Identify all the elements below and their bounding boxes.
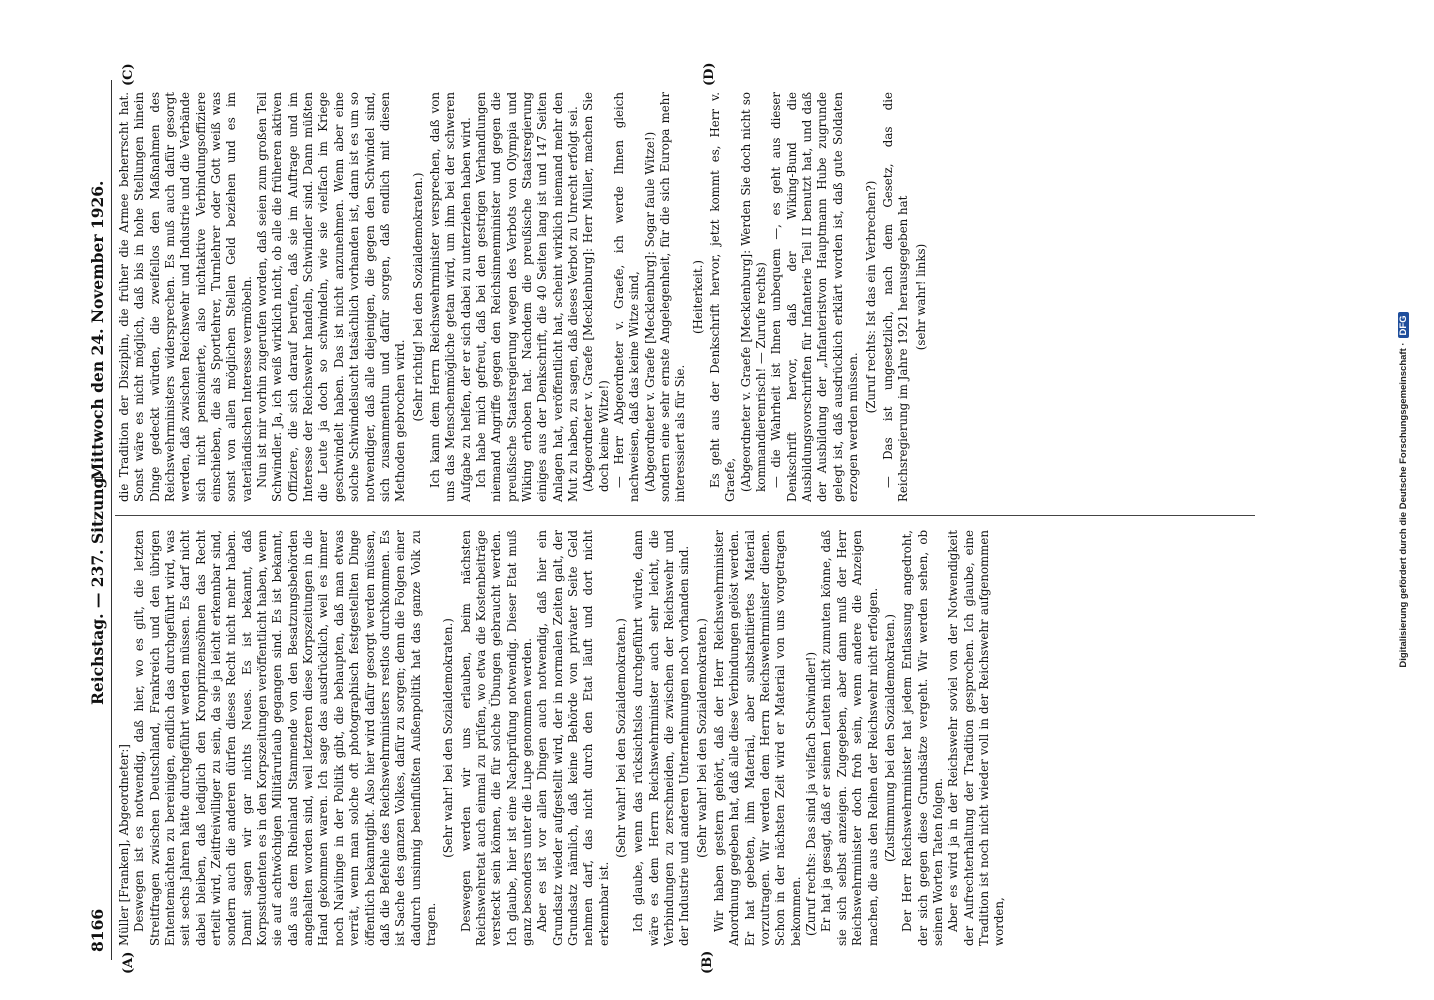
interjection: (Zuruf rechts: Das sind ja vielfach Schwindler!)	[804, 651, 819, 936]
session-date: Mittwoch den 24. November 1926.	[88, 180, 107, 480]
interjection: (Abgeordneter v. Graefe [Mecklenburg]: Sogar faule Witze!)	[642, 131, 657, 492]
paragraph: Deswegen werden wir uns erlauben, beim nächsten Reichswehretat auch einmal zu prüfen, wo etwa die Kostenbeiträge versteckt sein können, die für solche Übungen gebraucht werden. Ich glaube, hier ist eine Nachprüfung notwendig. Dieser Etat muß ganz besonders unter die Lupe genommen werden.	[458, 530, 534, 946]
paragraph: Aber es ist vor allen Dingen auch notwendig, daß hier ein Grundsatz wieder aufgestellt wird, der in normalen Zeiten galt, der Grundsatz nämlich, daß keine Behörde von privater Seite Geld nehmen darf, das nicht durch den Etat läuft und dort nicht erkennbar ist.	[535, 530, 611, 946]
paragraph: Es geht aus der Denkschrift hervor, jetzt kommt es, Herr v. Graefe,	[708, 92, 738, 502]
left-column	[117, 530, 1008, 946]
page-number: 8166	[88, 908, 107, 952]
right-column	[117, 92, 931, 502]
paragraph: die Tradition der Disziplin, die früher die Armee beherrscht hat. Sonst wäre es nicht möglich, daß bis in hohe Stellungen hinein Dinge gedeckt würden, die zweifellos den Maßnahmen des Reichswehrministers widersprechen. Es muß auch dafür gesorgt werden, daß zwischen Reichswehr und Industrie und die Verbände sich nicht pensionierte, also nichtaktive Verbindungsoffiziere einschieben, die als Sportlehrer, Turnlehrer oder Gott weiß was sonst von allen möglichen Stellen Geld beziehen und es im vaterländischen Interesse vermöbeln.	[117, 92, 254, 502]
interjection: (Abgeordneter v. Graefe [Mecklenburg]: Herr Müller, machen Sie doch keine Witze!)	[581, 92, 611, 492]
paragraph: — Das ist ungesetzlich, nach dem Gesetz, das die Reichsregierung im Jahre 1921 herausgegeben hat	[880, 92, 911, 502]
margin-marker-d: (D)	[702, 62, 717, 86]
paragraph: Wir haben gestern gehört, daß der Herr Reichswehrminister Anordnung gegeben hat, daß alle diese Verbindungen gelöst werden. Er hat gebeten, ihm Material, aber substantiiertes Material vorzutragen. Wir werden dem Herrn Reichswehrminister dienen. Schon in der nächsten Zeit wird er Material von uns vorgetragen bekommen.	[712, 530, 803, 946]
margin-marker-c: (C)	[121, 63, 136, 86]
interjection: (Sehr richtig! bei den Sozialdemokraten.)	[410, 172, 425, 422]
paragraph: — die Wahrheit ist Ihnen unbequem —, es geht aus dieser Denkschrift hervor, daß der Wiking-Bund die Ausbildungsvorschriften für Infanterie Teil II benutzt hat, und daß der Ausbildung der „Infanteristvon Hauptmann Hube zugrunde gelegt ist, daß ausdrücklich erklärt worden ist, daß gute Soldaten erzogen werden müssen.	[769, 92, 861, 502]
paragraph: — Herr Abgeordneter v. Graefe, ich werde Ihnen gleich nachweisen, daß das keine Witze sind,	[612, 92, 642, 502]
margin-marker-a: (A)	[121, 951, 136, 974]
interjection: (Sehr wahr! bei den Sozialdemokraten.)	[694, 618, 709, 858]
funding-notice	[1398, 0, 1409, 990]
paragraph: Der Herr Reichswehrminister hat jedem Entlassung angedroht, der sich gegen diese Grundsätze vergeht. Wir werden sehen, ob seinen Worten Taten folgen.	[900, 530, 945, 946]
paragraph: Nun ist mir vorhin zugerufen worden, daß seien zum großen Teil Schwindler. Ja, ich weiß wirklich nicht, ob alle die früheren aktiven Offiziere, die sich darauf berufen, daß sie im Auftrage und im Interesse der Reichswehr handeln, Schwindler sind. Dann müßten die Leute ja doch so schwindeln, wie sie vielfach im Kriege geschwindelt haben. Das ist nicht anzunehmen. Wenn aber eine solche Schwindelsucht tatsächlich vorhanden ist, dann ist es um so notwendiger, daß alle diejenigen, die gegen den Schwindel sind, sich zusammentun und dafür sorgen, daß endlich mit diesen Methoden gebrochen wird.	[255, 92, 408, 502]
paragraph: sondern eine sehr ernste Angelegenheit, für die sich Europa mehr interessiert als für Sie.	[658, 92, 688, 502]
paragraph: Deswegen ist es notwendig, daß hier, wo es gilt, die letzten Streitfragen zwischen Deutschland, Frankreich und den übrigen Ententemächten zu bereinigen, endlich das durchgeführt wird, was seit sechs Jahren hätte durchgeführt werden müssen. Es darf nicht dabei bleiben, daß lediglich den Kronprinzensöhnen das Recht erteilt wird, Zeitfreiwilliger zu sein, da sie ja leicht erkennbar sind, sondern auch die anderen dürfen dieses Recht nicht mehr haben. Damit sagen wir gar nichts Neues. Es ist bekannt, daß Korpsstudenten es in den Korpszeitungen veröffentlicht haben, wenn sie auf achtwöchigen Militärurlaub gegangen sind. Es ist bekannt, daß aus dem Rheinland Stammende von den Besatzungsbehörden angehalten worden sind, weil letzteren diese Korpszeitungen in die Hand gekommen waren. Ich sage das ausdrücklich, weil es immer noch Naivlinge in der Politik gibt, die behaupten, daß man etwas verrät, wenn man solche oft photographisch festgestellten Dinge öffentlich bekanntgibt. Also hier wird dafür gesorgt werden müssen, daß die Befehle des Reichswehrministers restlos durchkommen. Es ist Sache des ganzen Volkes, dafür zu sorgen; denn die Folgen einer dadurch unsinnig beeinflußten Außenpolitik hat das ganze Volk zu tragen.	[132, 530, 438, 946]
dfg-logo: DFG	[1398, 312, 1409, 338]
page-header	[85, 80, 112, 960]
speaker-line: Müller [Franken], Abgeordneter:]	[117, 744, 131, 946]
margin-marker-b: (B)	[700, 950, 715, 974]
document-page	[85, 62, 1345, 974]
interjection: (Abgeordneter v. Graefe [Mecklenburg]: Werden Sie doch nicht so kommandierenrisch! — Zurufe rechts)	[738, 92, 769, 492]
paragraph: Ich kann dem Herrn Reichswehrminister versprechen, daß von uns das Menschenmögliche getan wird, um ihm bei der schweren Aufgabe zu helfen, der er sich dabei zu unterziehen haben wird.	[427, 92, 473, 502]
paragraph: Ich glaube, wenn das rücksichtslos durchgeführt würde, dann wäre es dem Herrn Reichswehrminister auch sehr leicht, die Verbindungen zu zerschneiden, die zwischen der Reichswehr und der Industrie und anderen Unternehmungen noch vorhanden sind.	[631, 530, 692, 946]
interjection: (Zustimmung bei den Sozialdemokraten.)	[882, 613, 897, 863]
interjection: (sehr wahr! links)	[913, 243, 928, 351]
interjection: (Heiterkeit.)	[690, 260, 705, 335]
interjection: (Sehr wahr! bei den Sozialdemokraten.)	[441, 618, 456, 858]
paragraph: Er hat ja gesagt, daß er seinen Leuten nicht zumuten könne, daß sie sich selbst anzeigen. Zugegeben, aber dann muß der Herr Reichswehrminister doch froh sein, wenn andere die Anzeigen machen, die aus den Reihen der Reichswehr nicht erfolgen.	[819, 530, 880, 946]
interjection: (Sehr wahr! bei den Sozialdemokraten.)	[614, 618, 628, 858]
session-title: Reichstag. — 237. Sitzung.	[88, 472, 107, 705]
interjection: (Zuruf rechts: Ist das ein Verbrechen?)	[863, 180, 878, 414]
column-divider	[115, 515, 1255, 516]
paragraph: Ich habe mich gefreut, daß bei den gestrigen Verhandlungen niemand Angriffe gegen den Reichsinnenminister und gegen die preußische Staatsregierung wegen des Verbots von Olympia und Wiking erhoben hat. Nachdem die preußische Staatsregierung einiges aus der Denkschrift, die 40 Seiten lang ist und 147 Seiten Anlagen hat, veröffentlicht hat, scheint wirklich niemand mehr den Mut zu haben, zu sagen, daß dieses Verbot zu Unrecht erfolgt sei.	[473, 92, 580, 502]
funding-text: Digitalisierung gefördert durch die Deutsche Forschungsgemeinschaft ·	[1398, 342, 1409, 668]
paragraph: Aber es wird ja in der Reichswehr soviel von der Notwendigkeit der Aufrechterhaltung der Tradition gesprochen. Ich glaube, eine Tradition ist noch nicht wieder voll in der Reichswehr aufgenommen worden,	[946, 530, 1007, 946]
